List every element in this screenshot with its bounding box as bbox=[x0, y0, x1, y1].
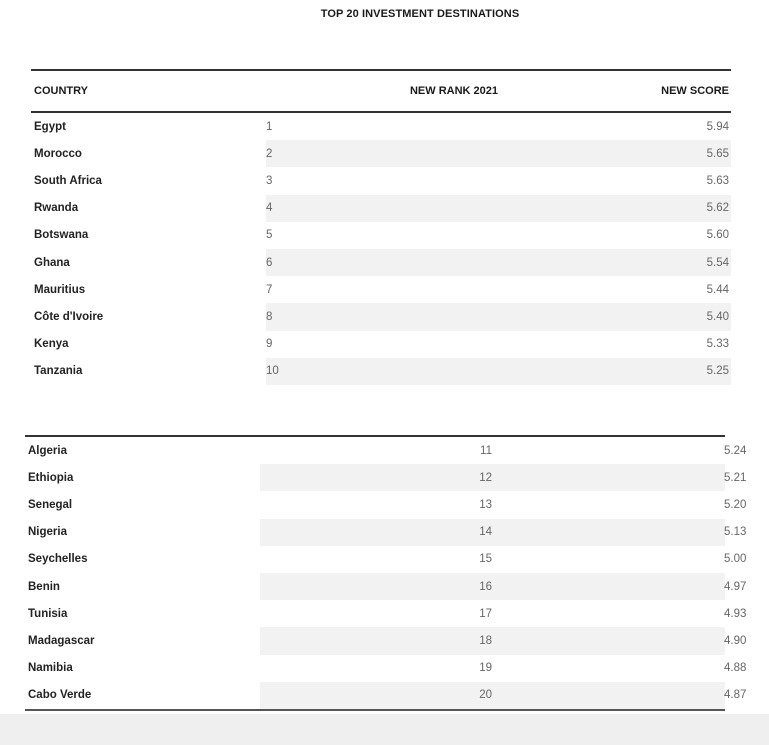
rank-cell: 7 bbox=[266, 283, 273, 296]
country-cell: Namibia bbox=[28, 662, 73, 675]
table-row bbox=[31, 276, 731, 303]
score-cell: 5.40 bbox=[498, 303, 731, 330]
footer-band bbox=[0, 714, 769, 745]
country-cell: Botswana bbox=[34, 229, 89, 242]
table-row bbox=[31, 249, 731, 276]
country-cell: South Africa bbox=[34, 174, 102, 187]
table-row bbox=[31, 222, 731, 249]
table-row bbox=[25, 491, 725, 518]
score-cell: 4.97 bbox=[724, 573, 725, 600]
country-cell: Benin bbox=[28, 580, 60, 593]
country-cell: Nigeria bbox=[28, 526, 67, 539]
table-row bbox=[31, 167, 731, 194]
country-cell: Morocco bbox=[34, 147, 82, 160]
table-header-row bbox=[31, 70, 731, 112]
rank-cell: 9 bbox=[266, 338, 273, 351]
table-row bbox=[31, 140, 731, 167]
country-cell: Tunisia bbox=[28, 607, 68, 620]
column-header-rank: NEW RANK 2021 bbox=[266, 70, 498, 112]
rank-cell: 10 bbox=[266, 358, 498, 385]
rank-cell: 4 bbox=[266, 195, 498, 222]
score-cell: 5.54 bbox=[498, 249, 731, 276]
column-header-score: NEW SCORE bbox=[498, 70, 731, 112]
rank-cell: 8 bbox=[266, 303, 498, 330]
country-cell: Cabo Verde bbox=[28, 689, 92, 702]
country-cell: Ethiopia bbox=[28, 471, 74, 484]
rank-cell: 19 bbox=[479, 662, 492, 675]
column-header-country: COUNTRY bbox=[31, 70, 266, 112]
rank-cell: 3 bbox=[266, 174, 273, 187]
score-cell: 4.88 bbox=[724, 662, 747, 675]
score-cell: 5.33 bbox=[706, 338, 729, 351]
score-cell: 4.93 bbox=[724, 607, 747, 620]
score-cell: 5.60 bbox=[706, 229, 729, 242]
score-cell: 5.24 bbox=[724, 444, 747, 457]
rank-cell: 20 bbox=[260, 682, 724, 710]
score-cell: 5.94 bbox=[706, 120, 729, 133]
score-cell: 5.13 bbox=[724, 519, 725, 546]
table-row bbox=[25, 682, 725, 710]
country-cell: Ghana bbox=[34, 256, 70, 269]
table-row bbox=[25, 464, 725, 491]
score-cell: 5.65 bbox=[498, 140, 731, 167]
country-cell: Rwanda bbox=[34, 202, 79, 215]
score-cell: 5.00 bbox=[724, 553, 747, 566]
table-row bbox=[31, 195, 731, 222]
country-cell: Senegal bbox=[28, 498, 73, 511]
rank-cell: 14 bbox=[260, 519, 724, 546]
country-cell: Tanzania bbox=[34, 365, 83, 378]
table-row bbox=[31, 358, 731, 385]
page-title: TOP 20 INVESTMENT DESTINATIONS bbox=[320, 8, 520, 20]
country-cell: Algeria bbox=[28, 444, 67, 457]
rank-cell: 15 bbox=[479, 553, 492, 566]
score-cell: 5.62 bbox=[498, 195, 731, 222]
table-body-top bbox=[31, 112, 731, 385]
country-cell: Kenya bbox=[34, 338, 69, 351]
score-cell: 4.90 bbox=[724, 627, 725, 654]
rank-cell: 17 bbox=[479, 607, 492, 620]
score-cell: 5.20 bbox=[724, 498, 747, 511]
score-cell: 4.87 bbox=[724, 682, 725, 710]
country-cell: Mauritius bbox=[34, 283, 86, 296]
rank-cell: 18 bbox=[260, 627, 724, 654]
table-body-bottom bbox=[25, 436, 747, 710]
table-row bbox=[25, 600, 725, 627]
country-cell: Seychelles bbox=[28, 553, 88, 566]
rank-cell: 11 bbox=[480, 444, 492, 457]
table-row bbox=[25, 573, 725, 600]
rank-cell: 2 bbox=[266, 140, 498, 167]
table-row bbox=[25, 627, 725, 654]
score-cell: 5.25 bbox=[498, 358, 731, 385]
table-row bbox=[25, 436, 725, 464]
rank-cell: 1 bbox=[266, 120, 273, 133]
score-cell: 5.63 bbox=[706, 174, 729, 187]
table-row bbox=[31, 331, 731, 358]
rankings-table-bottom bbox=[25, 435, 747, 711]
table-row bbox=[25, 655, 725, 682]
country-cell: Egypt bbox=[34, 120, 66, 133]
score-cell: 5.21 bbox=[724, 464, 725, 491]
table-row bbox=[25, 519, 725, 546]
rank-cell: 5 bbox=[266, 229, 273, 242]
rank-cell: 12 bbox=[260, 464, 724, 491]
table-row bbox=[25, 546, 725, 573]
table-row bbox=[31, 112, 731, 140]
rank-cell: 16 bbox=[260, 573, 724, 600]
rank-cell: 6 bbox=[266, 249, 498, 276]
country-cell: Côte d'Ivoire bbox=[34, 310, 104, 323]
table-row bbox=[31, 303, 731, 330]
rankings-table-top bbox=[31, 69, 731, 385]
rank-cell: 13 bbox=[479, 498, 492, 511]
country-cell: Madagascar bbox=[28, 634, 95, 647]
score-cell: 5.44 bbox=[706, 283, 729, 296]
